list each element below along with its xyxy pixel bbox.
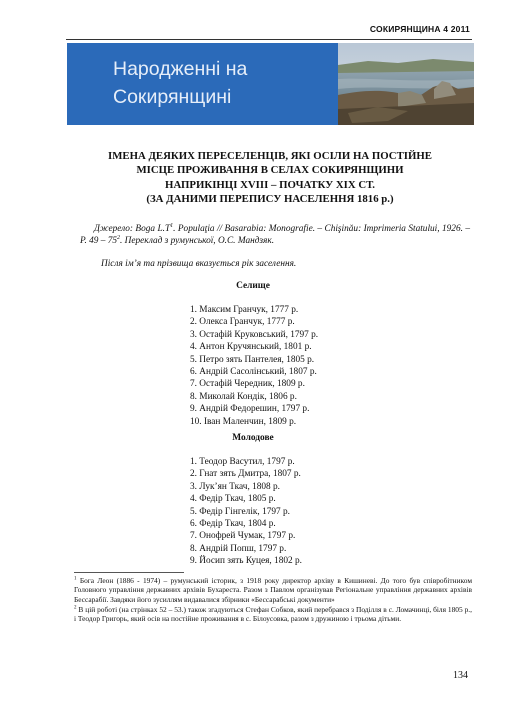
footnote-text: Бога Леон (1886 - 1974) – румунський історик, з 1918 року директор архіву в Кишиневі. До того був співробітником Головного управління державних архівів Бухареста. Разом з Павлом організував Регіональне управління державних архівів Бессарабії. Завдяки його зусиллям видавалися збірники «Бессарабські документи»: [74, 576, 472, 604]
list-item: 4. Федір Ткач, 1805 р.: [190, 494, 276, 505]
list-item: 4. Антон Кручянський, 1801 р.: [190, 342, 312, 353]
settlers-list-selyshche: [190, 304, 318, 428]
section-title-selyshche: Селище: [236, 281, 270, 291]
source-text: Джерело: Boga L.T: [94, 224, 171, 234]
list-item: 1. Максим Гранчук, 1777 р.: [190, 305, 299, 315]
article-heading: [70, 149, 470, 206]
footnotes: [74, 576, 472, 624]
heading-line: МІСЦЕ ПРОЖИВАННЯ В СЕЛАХ СОКИРЯНЩИНИ: [136, 164, 404, 177]
section-banner: [67, 43, 474, 125]
footnote-text: В цій роботі (на стрінках 52 – 53.) також згадуються Стефан Собков, який перебрався з Поділля в с. Ломачинці, біля 1805 р., і Теодор Григорь, який осів на постійне проживання в с. Білоусовка, разом з дружиною і трьома дітьми.: [74, 604, 472, 624]
heading-line: НАПРИКІНЦІ XVIII – ПОЧАТКУ XIX СТ.: [165, 178, 375, 191]
footnote-ref[interactable]: 2: [117, 235, 121, 242]
footnote-separator: [74, 572, 184, 573]
source-text: . Переклад з румунської, О.С. Мандзяк.: [120, 236, 275, 247]
page-number: 134: [453, 670, 468, 681]
footnote: [74, 576, 472, 604]
banner-title-line2: Сокирянщині: [113, 86, 232, 108]
footnote-mark: 2: [74, 605, 77, 611]
landscape-photo: [338, 43, 474, 125]
list-item: 8. Миколай Кондік, 1806 р.: [190, 391, 297, 402]
source-citation: [80, 223, 470, 248]
list-item: 5. Петро зять Пантелея, 1805 р.: [190, 354, 315, 365]
heading-line: ІМЕНА ДЕЯКИХ ПЕРЕСЕЛЕНЦІВ, ЯКІ ОСІЛИ НА ПОСТІЙНЕ: [108, 150, 432, 162]
list-item: 6. Федір Ткач, 1804 р.: [190, 519, 276, 530]
footnote: [74, 605, 472, 624]
list-item: 2. Гнат зять Дмитра, 1807 р.: [190, 469, 301, 480]
settlement-note: Після ім’я та прізвища вказується рік заселення.: [101, 259, 297, 269]
list-item: 5. Федір Гінгелік, 1797 р.: [190, 506, 290, 517]
header-rule: [66, 39, 472, 40]
list-item: 3. Остафій Круковський, 1797 р.: [190, 329, 319, 340]
banner-title-line1: Народженні на: [113, 58, 248, 80]
list-item: 9. Андрій Федорешин, 1797 р.: [190, 404, 310, 415]
banner-title: [113, 55, 247, 111]
source-text: . Populaţia // Basarabia: Monografie. – Chişinău: Imprimeria Statului, 1926. – P. 49 – 75: [80, 224, 470, 247]
heading-line: (ЗА ДАНИМИ ПЕРЕПИСУ НАСЕЛЕННЯ 1816 р.): [146, 192, 394, 205]
footnote-ref[interactable]: 1: [170, 222, 174, 229]
list-item: 10. Іван Маленчин, 1809 р.: [190, 416, 297, 427]
list-item: 8. Андрій Попш, 1797 р.: [190, 543, 287, 554]
list-item: 3. Лук’ян Ткач, 1808 р.: [190, 481, 280, 492]
running-header: СОКИРЯНЩИНА 4 2011: [369, 24, 470, 34]
list-item: 2. Олекса Гранчук, 1777 р.: [190, 317, 295, 328]
list-item: 9. Йосип зять Куцея, 1802 р.: [190, 556, 302, 567]
list-item: 6. Андрій Сасолінський, 1807 р.: [190, 367, 317, 378]
settlers-list-molodove: [190, 456, 302, 568]
list-item: 7. Остафій Чередник, 1809 р.: [190, 379, 305, 390]
footnote-mark: 1: [74, 576, 77, 582]
list-item: 7. Онофрей Чумак, 1797 р.: [190, 531, 296, 542]
list-item: 1. Теодор Васутил, 1797 р.: [190, 457, 295, 467]
section-title-molodove: Молодове: [232, 433, 274, 443]
